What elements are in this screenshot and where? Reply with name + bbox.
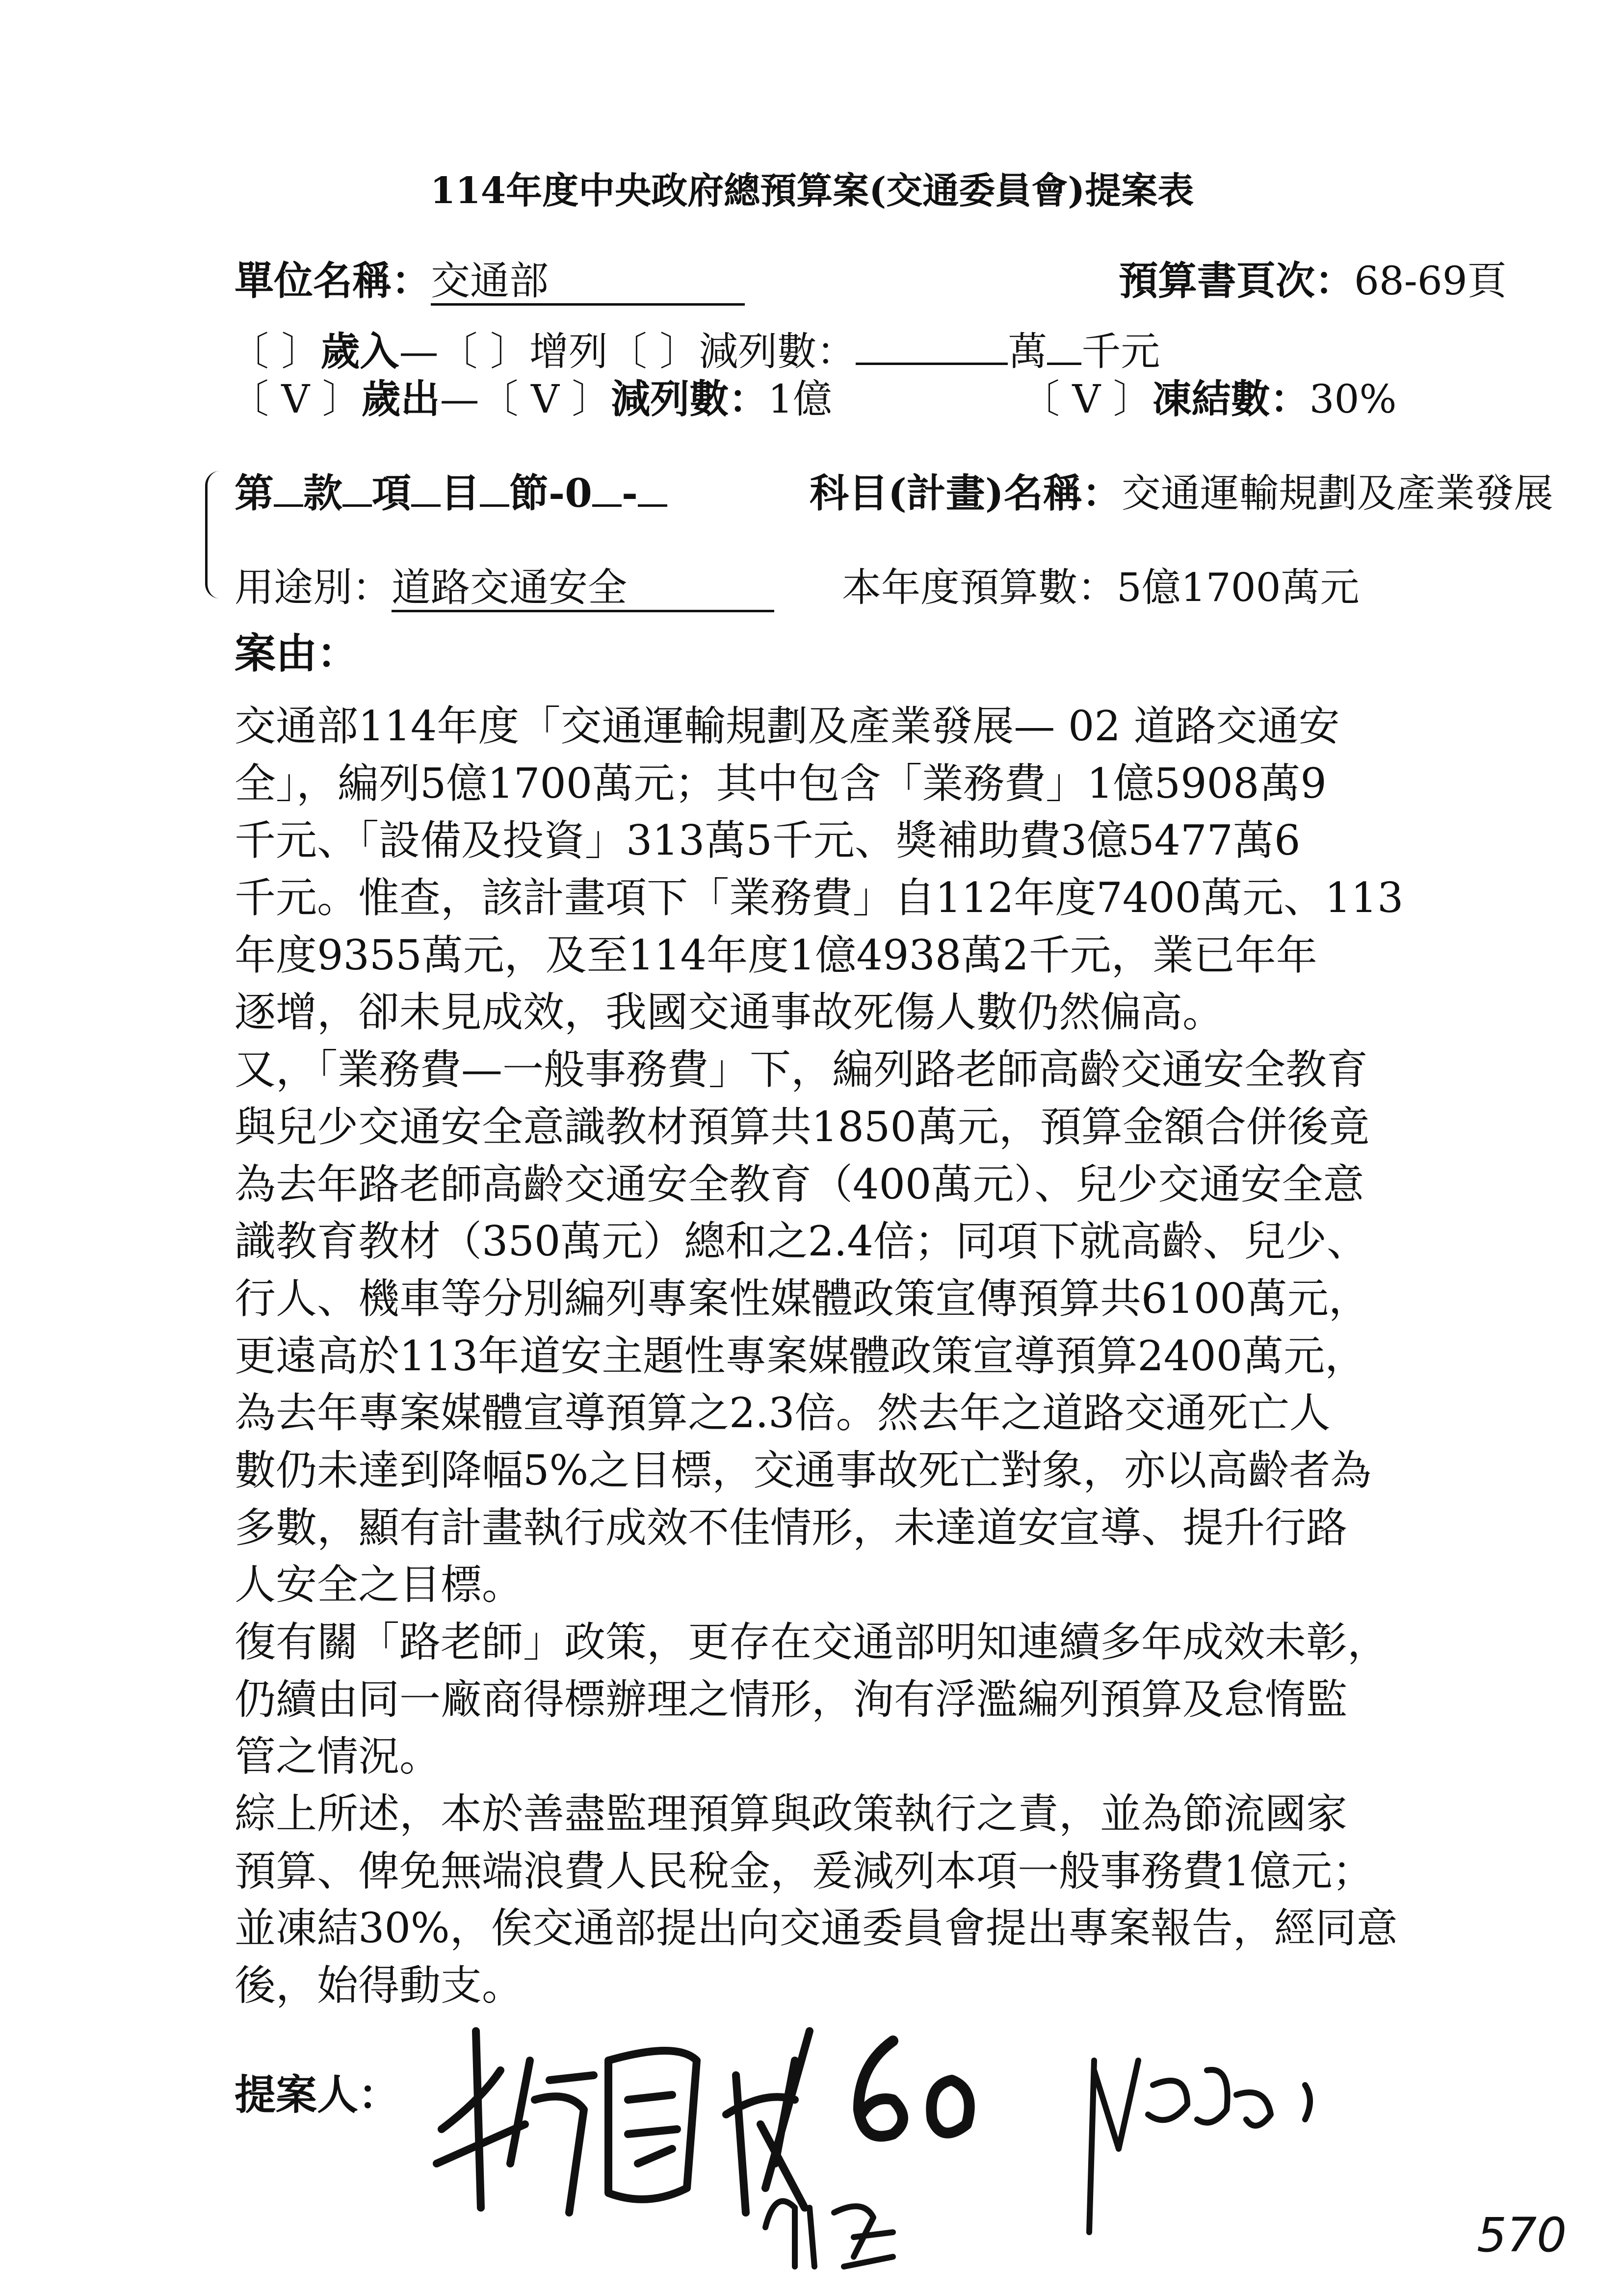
reason-body: [235, 698, 1403, 2014]
wan-label: 萬: [1008, 329, 1048, 374]
subject-value: 交通運輸規劃及產業發展: [1121, 470, 1553, 516]
proposer-label: 提案人：: [235, 2070, 400, 2119]
dash: —: [440, 376, 479, 422]
reason-line: 後，始得動支。: [235, 1961, 524, 2010]
signature-2: [859, 2041, 969, 2136]
usage-label: 用途別：: [235, 565, 392, 610]
budget-pages-label: 預算書頁次：: [1119, 258, 1354, 304]
section-code: [235, 469, 667, 518]
freeze-field: [1021, 374, 1396, 424]
reason-line: 管之情況。: [235, 1732, 441, 1781]
reason-line: 綜上所述，本於善盡監理預算與政策執行之責，並為節流國家: [235, 1790, 1348, 1838]
decrease-label: 減列數：: [699, 329, 856, 374]
expenditure-decrease-value: 1億: [768, 376, 833, 422]
blank: [592, 470, 622, 507]
revenue-row: [230, 327, 1160, 376]
reason-heading: 案由：: [235, 629, 359, 678]
section-kuan: 款: [303, 470, 342, 516]
reason-line: 人安全之目標。: [235, 1561, 524, 1609]
reason-line: 更遠高於113年道安主題性專案媒體政策宣導預算2400萬元，: [235, 1331, 1366, 1380]
reason-line: 年度9355萬元，及至114年度1億4938萬2千元，業已年年: [235, 931, 1317, 979]
reason-line: 千元、「設備及投資」313萬5千元、獎補助費3億5477萬6: [235, 816, 1301, 865]
section-bracket: [205, 471, 227, 599]
usage-field: [235, 563, 774, 612]
freeze-value: 30%: [1309, 376, 1397, 422]
increase-label: 增列: [529, 329, 608, 374]
section-di: 第: [235, 470, 274, 516]
signature-3: [765, 2061, 1310, 2267]
reason-line: 多數，顯有計畫執行成效不佳情形，未達道安宣導、提升行路: [235, 1503, 1348, 1552]
section-jie: 節-0: [509, 470, 592, 516]
subject-label: 科目(計畫)名稱：: [810, 470, 1122, 516]
reason-line: 行人、機車等分別編列專案性媒體政策宣傳預算共6100萬元，: [235, 1274, 1370, 1323]
blank: [274, 470, 303, 507]
budget-pages-field: [1119, 256, 1507, 306]
page-number: 570: [1477, 2208, 1567, 2263]
expenditure-label: 歲出: [361, 376, 440, 422]
freeze-label: 凍結數：: [1152, 376, 1310, 422]
reason-line: 為去年路老師高齡交通安全教育（400萬元）、兒少交通安全意: [235, 1160, 1364, 1208]
annual-budget-label: 本年度預算數：: [842, 565, 1117, 610]
revenue-checkbox: 〔 〕: [230, 329, 321, 374]
section-mu: 目: [441, 470, 480, 516]
reason-line: 全」，編列5億1700萬元；其中包含「業務費」1億5908萬9: [235, 759, 1327, 808]
subject-field: [810, 469, 1553, 518]
reason-line: 仍續由同一廠商得標辦理之情形，洵有浮濫編列預算及怠惰監: [235, 1675, 1348, 1723]
reason-line: 識教育教材（350萬元）總和之2.4倍；同項下就高齡、兒少、: [235, 1217, 1368, 1266]
reason-line: 千元。惟查，該計畫項下「業務費」自112年度7400萬元、113: [235, 874, 1404, 922]
increase-checkbox: 〔 〕: [438, 329, 529, 374]
signatures: [422, 2002, 1452, 2276]
signature-1: [437, 2031, 810, 2213]
section-dash: -: [621, 470, 638, 516]
page-title: 114年度中央政府總預算案(交通委員會)提案表: [430, 170, 1194, 212]
unit-label: 單位名稱：: [235, 258, 431, 304]
usage-value: 道路交通安全: [392, 566, 774, 612]
dash: —: [399, 329, 439, 374]
annual-budget-value: 5億1700萬元: [1117, 565, 1360, 610]
unit-value: 交通部: [431, 259, 745, 306]
expenditure-checkbox: 〔 V 〕: [230, 376, 362, 422]
blank: [411, 470, 441, 507]
blank: [638, 470, 667, 507]
reason-line: 預算、俾免無端浪費人民稅金，爰減列本項一般事務費1億元；: [235, 1847, 1374, 1895]
wan-blank: [856, 328, 1008, 365]
freeze-checkbox: 〔 V 〕: [1021, 376, 1153, 422]
decrease-checkbox: 〔 〕: [607, 329, 699, 374]
expenditure-row: [230, 374, 832, 424]
annual-budget-field: [842, 563, 1360, 612]
reason-line: 逐增，卻未見成效，我國交通事故死傷人數仍然偏高。: [235, 988, 1224, 1037]
expenditure-decrease-label: 減列數：: [611, 376, 768, 422]
qian-blank: [1047, 328, 1081, 365]
reason-line: 又，「業務費—一般事務費」下，編列路老師高齡交通安全教育: [235, 1045, 1368, 1094]
reason-line: 並凍結30%，俟交通部提出向交通委員會提出專案報告，經同意: [235, 1904, 1398, 1953]
revenue-label: 歲入: [320, 328, 399, 374]
reason-line: 與兒少交通安全意識教材預算共1850萬元，預算金額合併後竟: [235, 1102, 1370, 1151]
section-xiang: 項: [372, 470, 411, 516]
expenditure-decrease-checkbox: 〔 V 〕: [479, 376, 611, 422]
qian-label: 千元: [1081, 329, 1160, 374]
reason-line: 數仍未達到降幅5%之目標，交通事故死亡對象，亦以高齡者為: [235, 1446, 1372, 1494]
reason-line: 復有關「路老師」政策，更存在交通部明知連續多年成效未彰，: [235, 1618, 1389, 1666]
reason-line: 為去年專案媒體宣導預算之2.3倍。然去年之道路交通死亡人: [235, 1389, 1331, 1437]
unit-field: [235, 256, 745, 306]
budget-pages-value: 68-69頁: [1354, 258, 1507, 304]
reason-line: 交通部114年度「交通運輸規劃及產業發展— 02 道路交通安: [235, 702, 1340, 750]
blank: [480, 470, 509, 507]
blank: [342, 470, 372, 507]
